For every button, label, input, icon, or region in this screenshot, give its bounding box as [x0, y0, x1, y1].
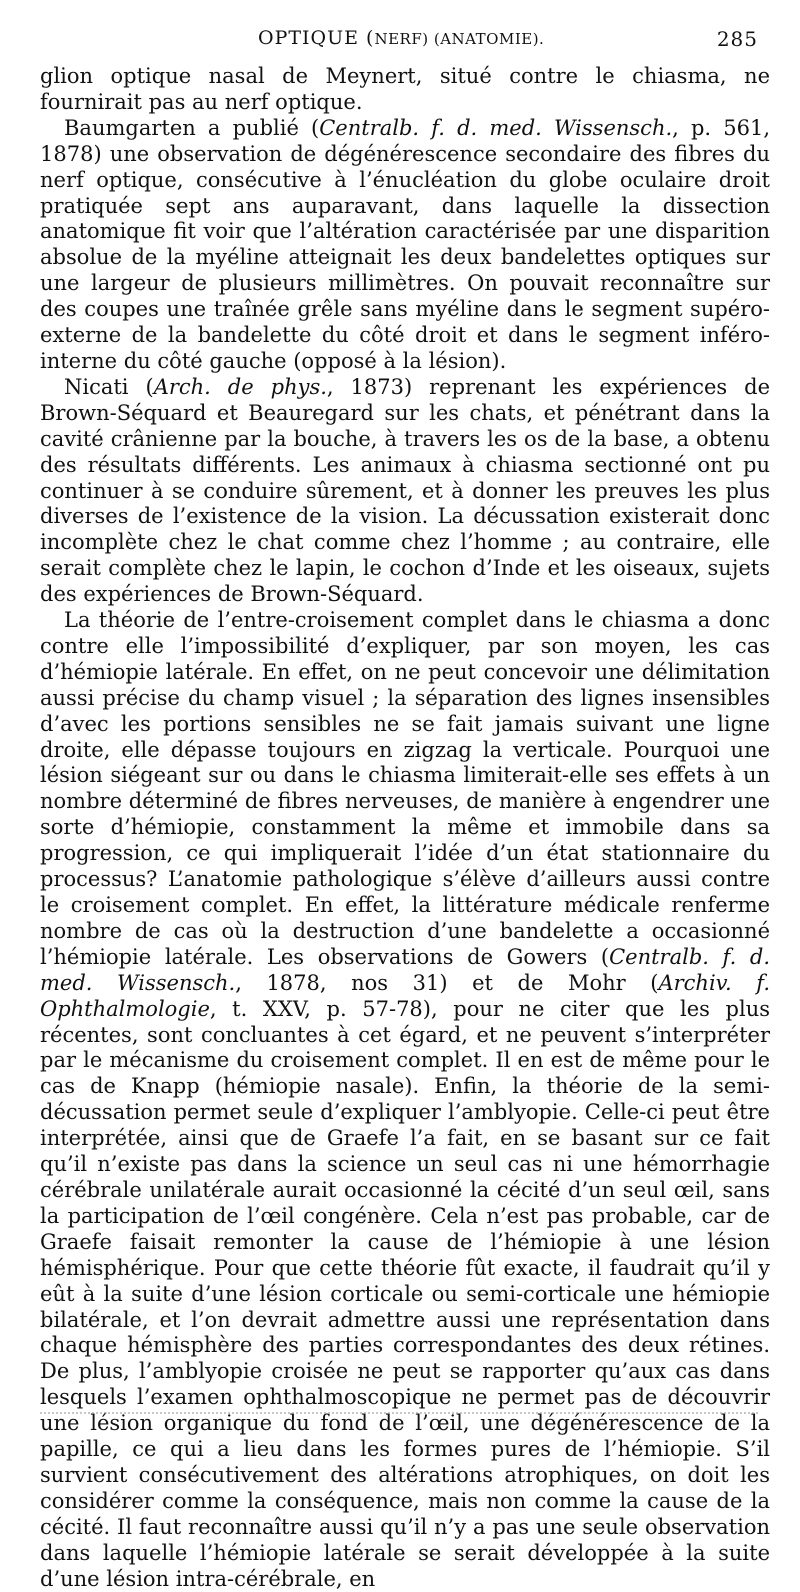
text-run: La théorie de l’entre-croisement complet dans le chiasma a donc contre elle l’impossibilité d’expliquer, par son moyen, les cas d’hémiopie latérale. En effet, on ne peut concevoir une délimitation aussi précise du champ visuel ; la séparation des lignes insensibles d’avec les portions sensibles ne se fait jamais suivant une ligne droite, elle dépasse toujours en zigzag la verticale. Pourquoi une lésion siégeant sur ou dans le chiasma limiterait-elle ses effets à un nombre déterminé de fibres nerveuses, de manière à engendrer une sorte d’hémiopie, constamment la même et immobile dans sa progression, ce qui impliquerait l’idée d’un état stationnaire du processus? L’anatomie pathologique s’élève d’ailleurs aussi contre le croisement complet. En effet, la littérature médicale renferme nombre de cas où la destruction d’une bandelette a occasionné l’hémiopie latérale. Les observations de Gowers (	[40, 608, 770, 969]
paragraph	[40, 608, 770, 1592]
paragraph	[40, 116, 770, 375]
text-run: glion optique nasal de Meynert, situé contre le chiasma, ne fournirait pas au nerf optique.	[40, 64, 770, 114]
paragraph	[40, 375, 770, 608]
text-run: , 1873) reprenant les expériences de Brown-Séquard et Beauregard sur les chats, et pénétrant dans la cavité crânienne par la bouche, à travers les os de la base, a obtenu des résultats différents. Les animaux à chiasma sectionné ont pu continuer à se conduire sûrement, et à donner les preuves les plus diverses de l’existence de la vision. La décussation existerait donc incomplète chez le chat comme chez l’homme ; au contraire, elle serait complète chez le lapin, le cochon d’Inde et les oiseaux, sujets des expériences de Brown-Séquard.	[40, 374, 770, 607]
citation-title: Arch. de phys.	[153, 374, 327, 399]
footer-rule	[40, 1412, 758, 1414]
text-run: Nicati (	[64, 374, 154, 399]
citation-title: Centralb. f. d. med. Wissensch.	[319, 115, 673, 140]
text-run: , 1878, nos 31) et de Mohr (	[235, 970, 659, 995]
paragraph	[40, 64, 770, 116]
page-number: 285	[716, 27, 758, 51]
citation-title: Archiv. f. Ophthalmologie	[40, 970, 770, 1021]
running-title	[258, 27, 544, 49]
running-header	[40, 27, 758, 61]
running-title-main: OPTIQUE (	[258, 27, 375, 49]
text-run: Baumgarten a publié (	[64, 115, 320, 140]
text-run: , p. 561, 1878) une observation de dégénérescence secondaire des fibres du nerf optique, consécutive à l’énucléation du globe oculaire droit pratiquée sept ans auparavant, dans laquelle la dissection anatomique fit voir que l’altération caractérisée par une disparition absolue de la myéline atteignait les deux bandelettes optiques sur une largeur de plusieurs millimètres. On pouvait reconnaître sur des coupes une traînée grêle sans myéline dans le segment supéro-externe de la bandelette du côté droit et dans le segment inféro-interne du côté gauche (opposé à la lésion).	[40, 115, 771, 373]
body-text	[40, 64, 770, 1592]
running-title-sub: NERF) (ANATOMIE).	[374, 30, 545, 48]
citation-title: Centralb. f. d. med. Wissensch.	[40, 944, 770, 995]
text-run: , t. XXV, p. 57-78), pour ne citer que les plus récentes, sont concluantes à cet égard, et ne peuvent s’interpréter par le mécanisme du croisement complet. Il en est de même pour le cas de Knapp (hémiopie nasale). Enfin, la théorie de la semi-décussation permet seule d’expliquer l’amblyopie. Celle-ci peut être interprétée, ainsi que de Graefe l’a fait, en se basant sur ce fait qu’il n’existe pas dans la science un seul cas ni une hémorrhagie cérébrale unilatérale aurait occasionné la cécité d’un seul œil, sans la participation de l’œil congénère. Cela n’est pas probable, car de Graefe faisait remonter la cause de l’hémiopie à une lésion hémisphérique. Pour que cette théorie fût exacte, il faudrait qu’il y eût à la suite d’une lésion corticale ou semi-corticale une hémiopie bilatérale, et l’on devrait admettre aussi une représentation dans chaque hémisphère des parties correspondantes des deux rétines. De plus, l’amblyopie croisée ne peut se rapporter qu’aux cas dans lesquels l’examen ophthalmoscopique ne permet pas de découvrir une lésion organique du fond de l’œil, une dégénérescence de la papille, ce qui a lieu dans les formes pures de l’hémiopie. S’il survient consécutivement des altérations atrophiques, on doit les considérer comme la conséquence, mais non comme la cause de la cécité. Il faut reconnaître aussi qu’il n’y a pas une seule observation dans laquelle l’hémiopie latérale se serait développée à la suite d’une lésion intra-cérébrale, en	[40, 996, 770, 1591]
